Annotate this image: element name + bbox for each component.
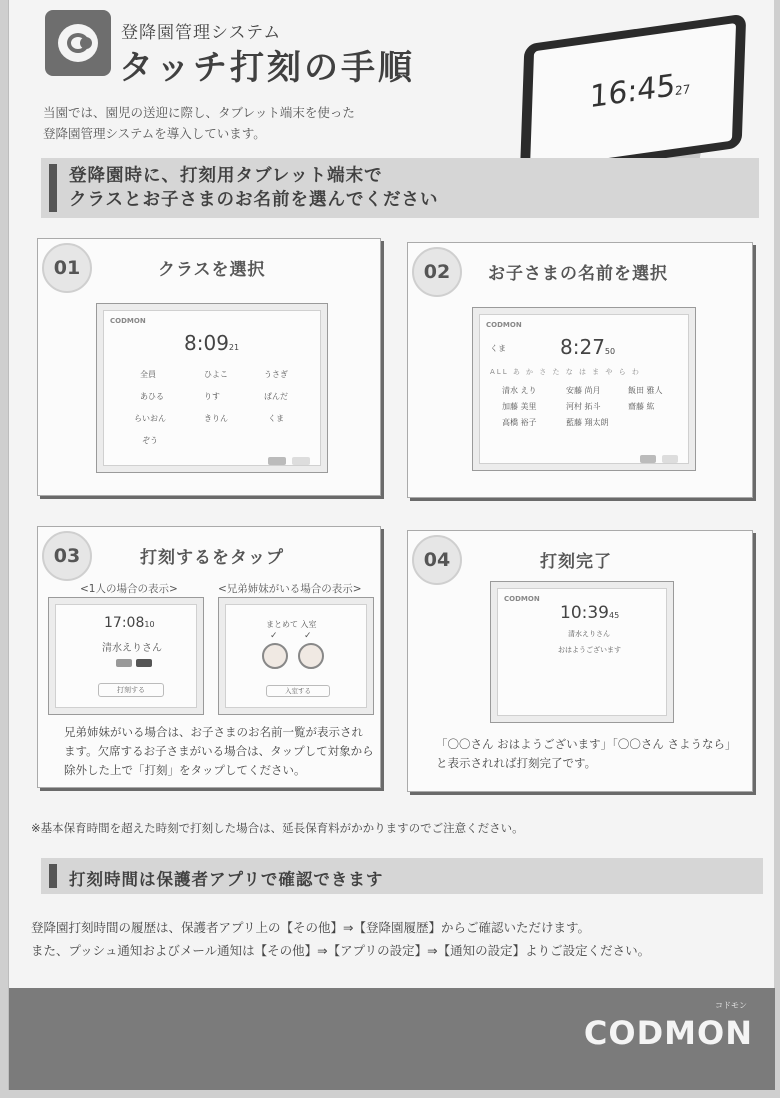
class-button[interactable]: 全員 bbox=[140, 370, 156, 379]
footnote: ※基本保育時間を超えた時刻で打刻した場合は、延長保育料がかかりますのでご注意ください。 bbox=[31, 821, 524, 835]
step-title: 打刻するをタップ bbox=[140, 548, 284, 568]
child-name[interactable]: 藍藤 翔太朗 bbox=[566, 418, 609, 427]
child-name: 清水えりさん bbox=[102, 643, 162, 654]
complete-screen: CODMON 10:3945 清水えりさん おはようございます bbox=[490, 581, 674, 723]
step-title: お子さまの名前を選択 bbox=[488, 264, 668, 284]
kana-filter-row[interactable]: ALL あ か さ た な は ま や ら わ bbox=[490, 368, 641, 376]
brand-logo: CODMON bbox=[583, 1014, 753, 1052]
step-number: 02 bbox=[412, 247, 462, 297]
child-select-screen: CODMON 8:2750 くま ALL あ か さ た な は ま や ら わ 清水 えり 安藤 尚月 飯田 雅人 加藤 美里 河村 拓斗 齋藤 紘 高橋 裕子 藍藤 翔太朗 bbox=[472, 307, 696, 471]
step-number: 01 bbox=[42, 243, 92, 293]
class-button[interactable]: ぱんだ bbox=[264, 392, 288, 401]
child-name[interactable]: 安藤 尚月 bbox=[566, 386, 601, 395]
child-name[interactable]: 清水 えり bbox=[502, 386, 537, 395]
single-label: <1人の場合の表示> bbox=[80, 583, 178, 595]
child-name[interactable]: 飯田 雅人 bbox=[628, 386, 663, 395]
class-button[interactable]: りす bbox=[204, 392, 220, 401]
sibling-label: <兄弟姉妹がいる場合の表示> bbox=[218, 583, 362, 595]
back-button[interactable]: くま bbox=[490, 344, 506, 353]
class-button[interactable]: うさぎ bbox=[264, 370, 288, 379]
child-photo[interactable] bbox=[262, 643, 288, 669]
step-number: 03 bbox=[42, 531, 92, 581]
hero-tablet: 16:4527 bbox=[520, 13, 746, 178]
sibling-header: まとめて 入室 bbox=[266, 620, 317, 629]
system-name: 登降園管理システム bbox=[121, 23, 282, 43]
step-03-note: 兄弟姉妹がいる場合は、お子さまのお名前一覧が表示され ます。欠席するお子さまがいる場合は、タップして対象から 除外した上で「打刻」をタップしてください。 bbox=[64, 725, 374, 777]
intro-text: 当園では、園児の送迎に際し、タブレット端末を使った 登降園管理システムを導入しています。 bbox=[43, 105, 355, 141]
class-button[interactable]: あひる bbox=[140, 392, 164, 401]
class-button[interactable]: らいおん bbox=[134, 414, 166, 423]
greeting-message: おはようございます bbox=[558, 646, 621, 654]
class-button[interactable]: ひよこ bbox=[204, 370, 228, 379]
step-04-card bbox=[407, 530, 753, 792]
step-01-card bbox=[37, 238, 381, 496]
class-button[interactable]: きりん bbox=[204, 414, 228, 423]
hero-time: 16:45 bbox=[588, 67, 676, 116]
codmon-logo-icon bbox=[45, 10, 111, 76]
step-title: クラスを選択 bbox=[158, 260, 266, 280]
punch-button[interactable]: 打刻する bbox=[98, 683, 164, 697]
step-number: 04 bbox=[412, 535, 462, 585]
check-icon: ✓ bbox=[270, 631, 278, 641]
step-03-card bbox=[37, 526, 381, 788]
flyer-sheet bbox=[8, 0, 774, 1090]
child-photo[interactable] bbox=[298, 643, 324, 669]
check-icon: ✓ bbox=[304, 631, 312, 641]
step-04-note: 「〇〇さん おはようございます」「〇〇さん さようなら」 と表示されれば打刻完了です。 bbox=[436, 737, 737, 770]
class-button[interactable]: くま bbox=[268, 414, 284, 423]
child-name: 清水えりさん bbox=[568, 630, 610, 638]
footer bbox=[9, 988, 775, 1090]
section2-body: 登降園打刻時間の履歴は、保護者アプリ上の【その他】⇒【登降園履歴】からご確認いただけます。 また、プッシュ通知およびメール通知は【その他】⇒【アプリの設定】⇒【通知の設定】よりご設定ください。 bbox=[31, 920, 651, 958]
checkin-button[interactable]: 入室する bbox=[266, 685, 330, 697]
child-name[interactable]: 齋藤 紘 bbox=[628, 402, 655, 411]
brand-kana: コドモン bbox=[715, 1001, 747, 1010]
child-name[interactable]: 高橋 裕子 bbox=[502, 418, 537, 427]
section1-banner: 登降園時に、打刻用タブレット端末で クラスとお子さまのお名前を選んでください bbox=[41, 158, 759, 218]
page-title: タッチ打刻の手順 bbox=[119, 48, 415, 88]
single-tap-screen: 17:0810 清水えりさん 打刻する bbox=[48, 597, 204, 715]
class-button[interactable]: ぞう bbox=[142, 436, 158, 445]
class-select-screen: CODMON 8:0921 全員 ひよこ うさぎ あひる りす ぱんだ らいおん きりん くま ぞう bbox=[96, 303, 328, 473]
step-02-card bbox=[407, 242, 753, 498]
section2-banner: 打刻時間は保護者アプリで確認できます bbox=[41, 858, 763, 894]
child-name[interactable]: 加藤 美里 bbox=[502, 402, 537, 411]
child-name[interactable]: 河村 拓斗 bbox=[566, 402, 601, 411]
sibling-tap-screen bbox=[218, 597, 374, 715]
step-title: 打刻完了 bbox=[540, 552, 612, 572]
